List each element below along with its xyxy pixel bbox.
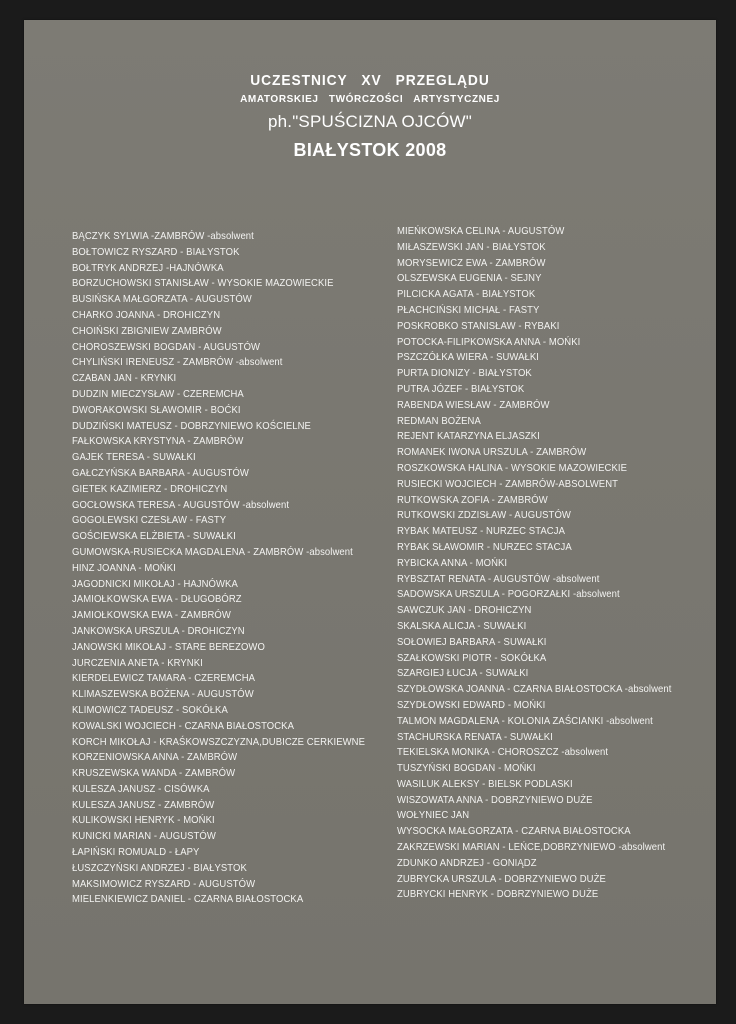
participant-entry: PUTRA JÓZEF - BIAŁYSTOK xyxy=(397,383,525,395)
participant-entry: ZDUNKO ANDRZEJ - GONIĄDZ xyxy=(397,857,537,869)
participant-entry: FAŁKOWSKA KRYSTYNA - ZAMBRÓW xyxy=(72,436,244,448)
participant-entry: KULESZA JANUSZ - ZAMBRÓW xyxy=(72,799,215,811)
document-card xyxy=(24,20,716,1004)
participant-entry: MAKSIMOWICZ RYSZARD - AUGUSTÓW xyxy=(72,878,256,890)
participant-entry: TUSZYŃSKI BOGDAN - MOŃKI xyxy=(397,763,536,775)
participant-entry: CHARKO JOANNA - DROHICZYN xyxy=(72,309,221,321)
participant-entry: SADOWSKA URSZULA - POGORZAŁKI -absolwent xyxy=(397,589,620,601)
participant-entry: KULIKOWSKI HENRYK - MOŃKI xyxy=(72,815,215,827)
participant-entry: STACHURSKA RENATA - SUWAŁKI xyxy=(397,731,553,743)
header-title-line2: AMATORSKIEJ TWÓRCZOŚCI ARTYSTYCZNEJ xyxy=(240,94,500,105)
participant-entry: SZYDŁOWSKA JOANNA - CZARNA BIAŁOSTOCKA -absolwent xyxy=(397,684,672,696)
participant-entry: SZAŁKOWSKI PIOTR - SOKÓŁKA xyxy=(397,652,547,664)
participant-entry: DUDZIN MIECZYSŁAW - CZEREMCHA xyxy=(72,388,244,400)
participant-entry: DUDZIŃSKI MATEUSZ - DOBRZYNIEWO KOŚCIELNE xyxy=(72,420,311,432)
participant-entry: ŁUSZCZYŃSKI ANDRZEJ - BIAŁYSTOK xyxy=(72,862,247,874)
participant-entry: JANOWSKI MIKOŁAJ - STARE BEREZOWO xyxy=(72,641,265,653)
participant-entry: ZUBRYCKI HENRYK - DOBRZYNIEWO DUŻE xyxy=(397,889,599,901)
participant-entry: ZAKRZEWSKI MARIAN - LEŃCE,DOBRZYNIEWO -absolwent xyxy=(397,842,666,854)
participant-entry: RABENDA WIESŁAW - ZAMBRÓW xyxy=(397,399,550,411)
participant-entry: CHOROSZEWSKI BOGDAN - AUGUSTÓW xyxy=(72,341,261,353)
participant-entry: PURTA DIONIZY - BIAŁYSTOK xyxy=(397,368,532,380)
participant-entry: GOŚCIEWSKA ELŻBIETA - SUWAŁKI xyxy=(72,531,236,543)
participant-entry: POTOCKA-FILIPKOWSKA ANNA - MOŃKI xyxy=(397,336,581,348)
participant-entry: SKALSKA ALICJA - SUWAŁKI xyxy=(397,620,527,632)
participant-entry: RUSIECKI WOJCIECH - ZAMBRÓW-ABSOLWENT xyxy=(397,478,619,490)
participant-entry: JURCZENIA ANETA - KRYNKI xyxy=(72,657,203,669)
participant-entry: ROSZKOWSKA HALINA - WYSOKIE MAZOWIECKIE xyxy=(397,462,628,474)
participant-entry: CZABAN JAN - KRYNKI xyxy=(72,373,177,385)
participant-entry: HINZ JOANNA - MOŃKI xyxy=(72,562,176,574)
participant-entry: JAGODNICKI MIKOŁAJ - HAJNÓWKA xyxy=(72,578,238,590)
participant-entry: REJENT KATARZYNA ELJASZKI xyxy=(397,431,540,443)
participant-entry: SOŁOWIEJ BARBARA - SUWAŁKI xyxy=(397,636,547,648)
participant-entry: DWORAKOWSKI SŁAWOMIR - BOĆKI xyxy=(72,404,241,416)
participant-entry: CHOIŃSKI ZBIGNIEW ZAMBRÓW xyxy=(72,325,222,337)
document-header xyxy=(24,72,716,161)
participant-entry: PŁACHCIŃSKI MICHAŁ - FASTY xyxy=(397,304,540,316)
participant-entry: MIEŃKOWSKA CELINA - AUGUSTÓW xyxy=(397,226,565,237)
participant-entry: BĄCZYK SYLWIA -ZAMBRÓW -absolwent xyxy=(72,231,254,242)
participant-entry: ZUBRYCKA URSZULA - DOBRZYNIEWO DUŻE xyxy=(397,873,606,885)
participant-entry: WISZOWATA ANNA - DOBRZYNIEWO DUŻE xyxy=(397,794,593,806)
participant-entry: TEKIELSKA MONIKA - CHOROSZCZ -absolwent xyxy=(397,747,609,759)
participant-entry: RYBSZTAT RENATA - AUGUSTÓW -absolwent xyxy=(397,573,600,585)
participant-entry: GAJEK TERESA - SUWAŁKI xyxy=(72,452,196,464)
participant-entry: OLSZEWSKA EUGENIA - SEJNY xyxy=(397,273,542,285)
participant-entry: GIETEK KAZIMIERZ - DROHICZYN xyxy=(72,483,228,495)
participant-entry: JANKOWSKA URSZULA - DROHICZYN xyxy=(72,625,245,637)
header-title-line1: UCZESTNICY XV PRZEGLĄDU xyxy=(250,72,490,89)
participant-entry: JAMIOŁKOWSKA EWA - DŁUGOBÓRZ xyxy=(72,594,242,606)
participant-entry: GUMOWSKA-RUSIECKA MAGDALENA - ZAMBRÓW -absolwent xyxy=(72,546,353,558)
participant-entry: GOGOLEWSKI CZESŁAW - FASTY xyxy=(72,515,227,527)
participants-list-right xyxy=(397,224,692,903)
participant-entry: BOŁTRYK ANDRZEJ -HAJNÓWKA xyxy=(72,262,224,274)
participant-entry: BORZUCHOWSKI STANISŁAW - WYSOKIE MAZOWIECKIE xyxy=(72,278,334,290)
participant-entry: RUTKOWSKI ZDZISŁAW - AUGUSTÓW xyxy=(397,510,571,522)
participant-entry: KLIMASZEWSKA BOŻENA - AUGUSTÓW xyxy=(72,689,254,701)
participant-entry: MIŁASZEWSKI JAN - BIAŁYSTOK xyxy=(397,241,546,253)
participant-entry: CHYLIŃSKI IRENEUSZ - ZAMBRÓW -absolwent xyxy=(72,357,283,369)
participant-entry: SZARGIEJ ŁUCJA - SUWAŁKI xyxy=(397,668,529,680)
participant-entry: KIERDELEWICZ TAMARA - CZEREMCHA xyxy=(72,673,256,685)
participant-entry: ŁAPIŃSKI ROMUALD - ŁAPY xyxy=(72,847,200,859)
participant-entry: GOCŁOWSKA TERESA - AUGUSTÓW -absolwent xyxy=(72,499,290,511)
participant-entry: BOŁTOWICZ RYSZARD - BIAŁYSTOK xyxy=(72,246,240,258)
participant-entry: KULESZA JANUSZ - CISÓWKA xyxy=(72,783,210,795)
participant-entry: REDMAN BOŻENA xyxy=(397,415,481,427)
participant-entry: KORZENIOWSKA ANNA - ZAMBRÓW xyxy=(72,752,238,764)
participant-entry: PILCICKA AGATA - BIAŁYSTOK xyxy=(397,289,536,301)
participant-entry: WASILUK ALEKSY - BIELSK PODLASKI xyxy=(397,778,573,790)
participant-entry: TALMON MAGDALENA - KOLONIA ZAŚCIANKI -absolwent xyxy=(397,715,653,727)
participant-entry: MIELENKIEWICZ DANIEL - CZARNA BIAŁOSTOCKA xyxy=(72,894,304,906)
participant-entry: KRUSZEWSKA WANDA - ZAMBRÓW xyxy=(72,768,236,780)
participant-entry: ROMANEK IWONA URSZULA - ZAMBRÓW xyxy=(397,447,587,459)
participant-entry: KUNICKI MARIAN - AUGUSTÓW xyxy=(72,831,216,843)
participant-entry: GAŁCZYŃSKA BARBARA - AUGUSTÓW xyxy=(72,467,249,479)
participant-entry: RUTKOWSKA ZOFIA - ZAMBRÓW xyxy=(397,494,548,506)
header-event-name: ph."SPUŚCIZNA OJCÓW" xyxy=(267,112,473,131)
participant-entry: POSKROBKO STANISŁAW - RYBAKI xyxy=(397,320,560,332)
participant-entry: SAWCZUK JAN - DROHICZYN xyxy=(397,605,532,617)
participants-list-left xyxy=(72,229,387,908)
participant-entry: RYBAK SŁAWOMIR - NURZEC STACJA xyxy=(397,541,572,553)
participant-entry: JAMIOŁKOWSKA EWA - ZAMBRÓW xyxy=(72,610,231,622)
participant-entry: WOŁYNIEC JAN xyxy=(397,810,470,822)
participant-entry: MORYSEWICZ EWA - ZAMBRÓW xyxy=(397,257,546,269)
participant-entry: RYBICKA ANNA - MOŃKI xyxy=(397,557,508,569)
header-place-year: BIAŁYSTOK 2008 xyxy=(293,140,447,160)
participant-entry: KORCH MIKOŁAJ - KRAŚKOWSZCZYZNA,DUBICZE CERKIEWNE xyxy=(72,736,366,748)
participant-entry: KOWALSKI WOJCIECH - CZARNA BIAŁOSTOCKA xyxy=(72,720,295,732)
participant-entry: KLIMOWICZ TADEUSZ - SOKÓŁKA xyxy=(72,704,228,716)
participant-entry: PSZCZÓŁKA WIERA - SUWAŁKI xyxy=(397,352,540,364)
participant-entry: SZYDŁOWSKI EDWARD - MOŃKI xyxy=(397,699,546,711)
participant-entry: BUSIŃSKA MAŁGORZATA - AUGUSTÓW xyxy=(72,294,252,306)
participant-entry: WYSOCKA MAŁGORZATA - CZARNA BIAŁOSTOCKA xyxy=(397,826,631,838)
participant-entry: RYBAK MATEUSZ - NURZEC STACJA xyxy=(397,526,565,538)
